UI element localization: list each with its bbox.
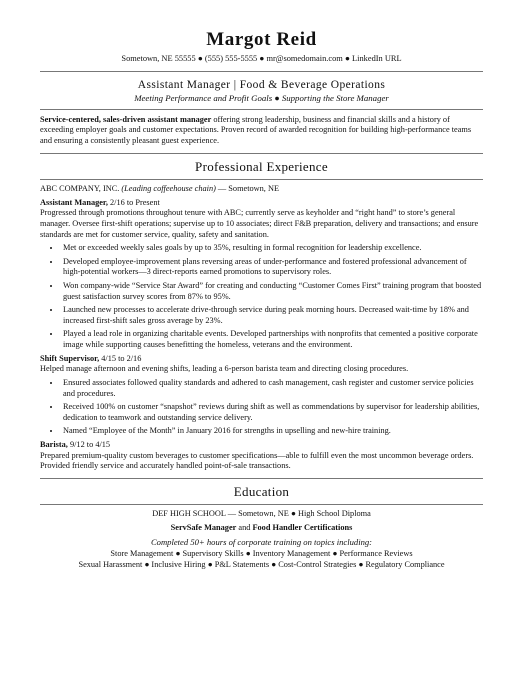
headline-title: Assistant Manager | Food & Beverage Operations <box>137 78 386 91</box>
candidate-name: Margot Reid <box>206 29 317 50</box>
achievement-list <box>40 378 483 437</box>
role-title-line <box>40 440 483 451</box>
role-description: Progressed through promotions throughout tenure with ABC; currently serve as keyholder and “right hand” to store’s general manager. Oversee first-shift operations; supervise up to 10 associates; direct F&B preparation, delivery and transactions; and ensure standards are met for customer service, quality, safety and sanitation. <box>40 208 479 239</box>
achievement-item: • Won company-wide “Service Star Award” for creating and conducting “Customer Comes First” training program that boosted guest satisfaction survey scores from 87% to 95%. <box>61 281 483 302</box>
training-intro: Completed 50+ hours of corporate training on topics including: <box>150 536 373 547</box>
certifications-line <box>40 523 483 534</box>
role-description: Helped manage afternoon and evening shifts, leading a 6-person barista team and directing closing procedures. <box>40 364 409 374</box>
role-title: Barista, <box>40 439 68 449</box>
experience-divider-top <box>40 153 483 154</box>
cert-and: and <box>236 523 253 533</box>
role-title: Shift Supervisor, <box>40 353 100 363</box>
achievement-item: • Developed employee-improvement plans reversing areas of under-performance and fostered professional advancement of high-potential workers—3 direct-reports earned promotions to supervisory roles. <box>61 257 483 278</box>
headline-divider <box>40 109 483 110</box>
role-title-line <box>40 198 483 209</box>
role-title-line <box>40 354 483 365</box>
achievement-item: • Launched new processes to accelerate drive-through service during peak morning hours. Decreased wait-time by 18% and increased first-shift sales gross average by 23%. <box>61 305 483 326</box>
roles-list <box>40 198 483 472</box>
summary-text: offering strong leadership, business and financial skills and a history of exceeding employer goals and customer expectations. Proven record of awarded recognition for building high-performance teams and ensuring a consistently pleasant guest experience. <box>40 114 472 145</box>
achievement-item: • Met or exceeded weekly sales goals by up to 35%, resulting in formal recognition for leadership excellence. <box>61 243 483 254</box>
headline-subtitle: Meeting Performance and Profit Goals ● Supporting the Store Manager <box>134 93 389 104</box>
achievement-item: • Named “Employee of the Month” in January 2016 for strengths in upselling and new-hire training. <box>61 426 483 437</box>
role-description: Prepared premium-quality custom beverages to customer specifications—able to fulfill even the most uncommon beverage orders. Provided friendly service and accurately handled point-of-sale transactions. <box>40 450 474 471</box>
achievement-list <box>40 243 483 350</box>
company-line <box>40 184 483 195</box>
role-block <box>40 440 483 472</box>
cert-food-handler: Food Handler Certifications <box>252 523 353 533</box>
company-location: — Sometown, NE <box>215 184 280 194</box>
training-topics-line-2: Sexual Harassment ● Inclusive Hiring ● P&L Statements ● Cost-Control Strategies ● Regulatory Compliance <box>78 560 445 570</box>
role-title: Assistant Manager, <box>40 197 108 207</box>
school-line: DEF HIGH SCHOOL — Sometown, NE ● High School Diploma <box>152 509 371 519</box>
contact-line: Sometown, NE 55555 ● (555) 555-5555 ● mr@somedomain.com ● LinkedIn URL <box>121 54 402 63</box>
role-dates: 4/15 to 2/16 <box>99 353 142 363</box>
education-divider-top <box>40 478 483 479</box>
role-dates: 9/12 to 4/15 <box>67 439 111 449</box>
achievement-item: • Played a lead role in organizing charitable events. Developed partnerships with nonprofits that cemented a positive corporate image while supporting causes benefitting the homeless, veterans and the environment. <box>61 329 483 350</box>
summary-lead: Service-centered, sales-driven assistant manager <box>40 114 212 124</box>
achievement-item: • Ensured associates followed quality standards and adhered to cash management, cash register and customer service policies and procedures. <box>61 378 483 399</box>
experience-divider-bottom <box>40 179 483 180</box>
role-dates: 2/16 to Present <box>107 197 160 207</box>
role-block <box>40 354 483 437</box>
company-description: (Leading coffeehouse chain) <box>121 184 216 194</box>
achievement-item: • Received 100% on customer “snapshot” reviews during shift as well as commendations by supervisor for leadership abilities, dedication to teamwork and outstanding service delivery. <box>61 402 483 423</box>
experience-heading: Professional Experience <box>195 158 328 174</box>
role-block <box>40 198 483 351</box>
company-name: ABC COMPANY, INC. <box>40 184 120 194</box>
header-divider <box>40 71 483 72</box>
education-divider-bottom <box>40 504 483 505</box>
cert-servsafe: ServSafe Manager <box>170 523 237 533</box>
summary <box>40 115 483 147</box>
education-heading: Education <box>233 483 290 499</box>
training-topics-line-1: Store Management ● Supervisory Skills ● Inventory Management ● Performance Reviews <box>110 548 413 558</box>
